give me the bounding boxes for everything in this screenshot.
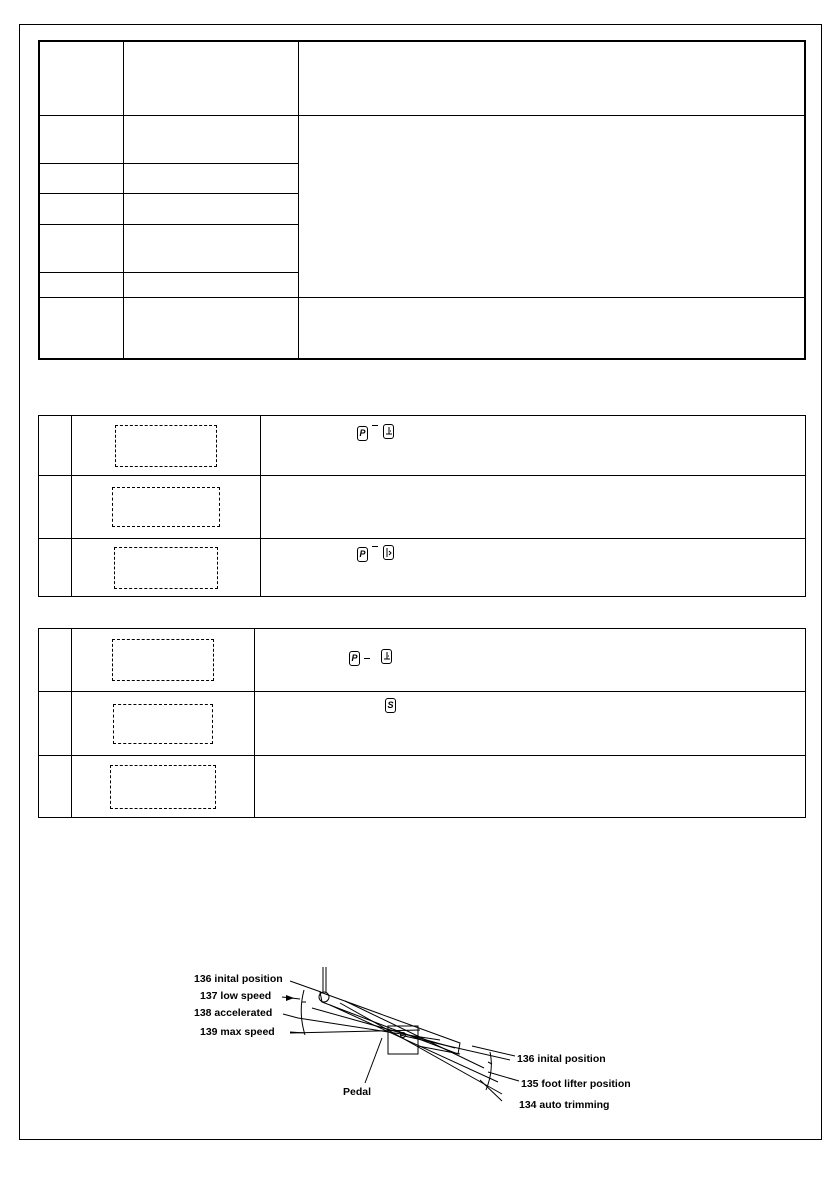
label-134-auto-trimming: 134 auto trimming bbox=[519, 1099, 610, 1111]
table-row bbox=[39, 41, 805, 115]
presser-foot-up-glyph bbox=[384, 425, 393, 438]
table-cell bbox=[39, 272, 123, 297]
step-cell bbox=[39, 629, 72, 692]
label-139-max-speed: 139 max speed bbox=[200, 1026, 275, 1038]
display-procedure-table-1 bbox=[38, 415, 806, 597]
p-key-icon: P bbox=[357, 547, 368, 562]
needle-position-key-icon bbox=[383, 545, 394, 560]
label-135-foot-lifter: 135 foot lifter position bbox=[521, 1078, 631, 1090]
label-136-initial-left: 136 inital position bbox=[194, 973, 283, 985]
table-row bbox=[39, 416, 806, 476]
instruction-cell bbox=[255, 629, 806, 692]
table-row bbox=[39, 692, 806, 756]
table-cell bbox=[123, 193, 298, 224]
lcd-cell bbox=[72, 539, 261, 597]
presser-foot-up-key-icon bbox=[381, 649, 392, 664]
table-row bbox=[39, 476, 806, 539]
lcd-cell bbox=[72, 692, 255, 756]
p-key-icon: P bbox=[349, 651, 360, 666]
table-cell bbox=[123, 224, 298, 272]
presser-foot-up-glyph bbox=[382, 650, 391, 663]
lcd-cell bbox=[72, 629, 255, 692]
table-cell bbox=[123, 163, 298, 193]
table-cell bbox=[123, 297, 298, 359]
table-cell bbox=[39, 115, 123, 163]
lcd-display bbox=[115, 425, 217, 467]
lcd-display bbox=[114, 547, 218, 589]
step-cell bbox=[39, 692, 72, 756]
label-138-accelerated: 138 accelerated bbox=[194, 1007, 273, 1019]
table-row bbox=[39, 115, 805, 163]
table-cell bbox=[298, 115, 805, 297]
separator bbox=[372, 546, 378, 547]
table-cell bbox=[298, 297, 805, 359]
table-cell bbox=[123, 41, 298, 115]
table-cell bbox=[39, 297, 123, 359]
s-key-icon: S bbox=[385, 698, 396, 713]
instruction-cell bbox=[255, 692, 806, 756]
lcd-display bbox=[112, 639, 214, 681]
separator bbox=[372, 425, 378, 426]
display-procedure-table-2 bbox=[38, 628, 806, 818]
table-cell bbox=[39, 163, 123, 193]
table-cell bbox=[39, 193, 123, 224]
lcd-cell bbox=[72, 476, 261, 539]
p-key-icon: P bbox=[357, 426, 368, 441]
instruction-cell bbox=[261, 476, 806, 539]
label-137-low-speed: 137 low speed bbox=[200, 990, 272, 1002]
lcd-display bbox=[113, 704, 213, 744]
table-row bbox=[39, 539, 806, 597]
parameter-table bbox=[38, 40, 806, 360]
table-cell bbox=[123, 115, 298, 163]
table-row bbox=[39, 629, 806, 692]
separator bbox=[364, 658, 370, 659]
table-row bbox=[39, 297, 805, 359]
instruction-cell bbox=[261, 416, 806, 476]
label-136-initial-right: 136 inital position bbox=[517, 1053, 606, 1065]
table-cell bbox=[123, 272, 298, 297]
instruction-cell bbox=[261, 539, 806, 597]
table-cell bbox=[39, 41, 123, 115]
instruction-cell bbox=[255, 756, 806, 818]
lcd-display bbox=[112, 487, 220, 527]
step-cell bbox=[39, 756, 72, 818]
lcd-display bbox=[110, 765, 216, 809]
label-pedal: Pedal bbox=[343, 1086, 372, 1098]
table-row bbox=[39, 756, 806, 818]
table-cell bbox=[298, 41, 805, 115]
needle-position-glyph bbox=[384, 546, 393, 559]
table-cell bbox=[39, 224, 123, 272]
lcd-cell bbox=[72, 756, 255, 818]
lcd-cell bbox=[72, 416, 261, 476]
step-cell bbox=[39, 539, 72, 597]
step-cell bbox=[39, 476, 72, 539]
presser-foot-up-key-icon bbox=[383, 424, 394, 439]
step-cell bbox=[39, 416, 72, 476]
